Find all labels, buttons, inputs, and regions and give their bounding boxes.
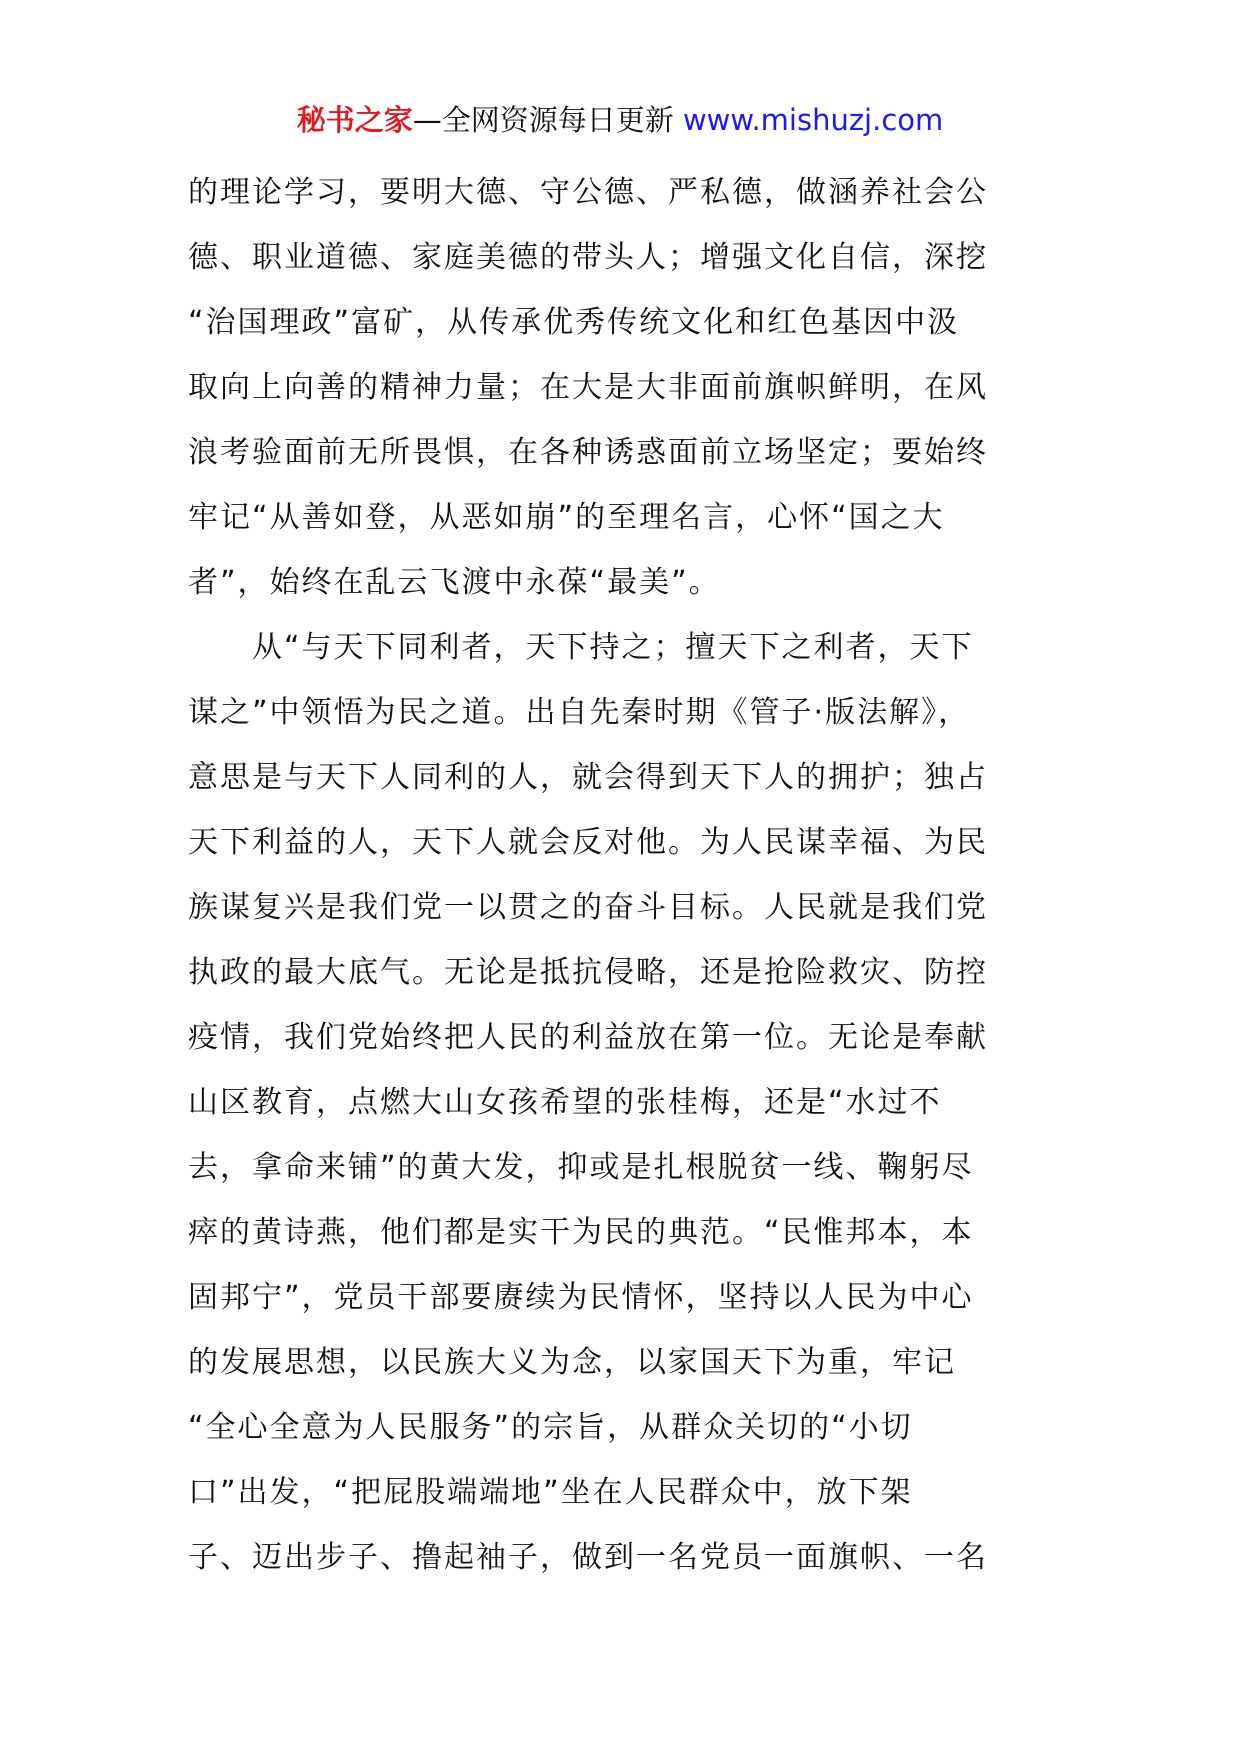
paragraph-people xyxy=(188,615,1058,1590)
text-line: 子、迈出步子、撸起袖子，做到一名党员一面旗帜、一名 xyxy=(188,1540,988,1575)
document-body xyxy=(188,160,1058,1590)
text-line: 浪考验面前无所畏惧，在各种诱惑面前立场坚定；要始终 xyxy=(188,435,988,470)
text-line: 族谋复兴是我们党一以贯之的奋斗目标。人民就是我们党 xyxy=(188,890,988,925)
text-line: 山区教育，点燃大山女孩希望的张桂梅，还是“水过不 xyxy=(188,1085,942,1120)
text-line: 取向上向善的精神力量；在大是大非面前旗帜鲜明，在风 xyxy=(188,370,988,405)
text-line: 瘁的黄诗燕，他们都是实干为民的典范。“民惟邦本，本 xyxy=(188,1215,974,1250)
page-header xyxy=(0,100,1240,140)
text-line: 固邦宁”，党员干部要赓续为民情怀，坚持以人民为中心 xyxy=(188,1280,974,1315)
text-line: 天下利益的人，天下人就会反对他。为人民谋幸福、为民 xyxy=(188,825,988,860)
text-line: 者”，始终在乱云飞渡中永葆“最美”。 xyxy=(188,565,721,600)
paragraph-continued xyxy=(188,160,1058,615)
text-line: 德、职业道德、家庭美德的带头人；增强文化自信，深挖 xyxy=(188,240,988,275)
text-line: 意思是与天下人同利的人，就会得到天下人的拥护；独占 xyxy=(188,760,988,795)
text-line: 的发展思想，以民族大义为念，以家国天下为重，牢记 xyxy=(188,1345,956,1380)
text-line: “治国理政”富矿，从传承优秀传统文化和红色基因中汲 xyxy=(188,305,960,340)
header-slogan: —全网资源每日更新 xyxy=(412,103,674,137)
text-line: 的理论学习，要明大德、守公德、严私德，做涵养社会公 xyxy=(188,175,988,210)
text-line: 去，拿命来铺”的黄大发，抑或是扎根脱贫一线、鞠躬尽 xyxy=(188,1150,974,1185)
brand-name: 秘书之家 xyxy=(296,103,413,137)
text-line: 谋之”中领悟为民之道。出自先秦时期《管子·版法解》， xyxy=(188,695,971,730)
text-line: 疫情，我们党始终把人民的利益放在第一位。无论是奉献 xyxy=(188,1020,988,1055)
text-line: 从“与天下同利者，天下持之；擅天下之利者，天下 xyxy=(252,630,974,665)
text-line: 执政的最大底气。无论是抵抗侵略，还是抢险救灾、防控 xyxy=(188,955,988,990)
text-line: 口”出发，“把屁股端端地”坐在人民群众中，放下架 xyxy=(188,1475,913,1510)
text-line: “全心全意为人民服务”的宗旨，从群众关切的“小切 xyxy=(188,1410,913,1445)
text-line: 牢记“从善如登，从恶如崩”的至理名言，心怀“国之大 xyxy=(188,500,945,535)
site-url-link[interactable]: www.mishuzj.com xyxy=(682,103,944,137)
